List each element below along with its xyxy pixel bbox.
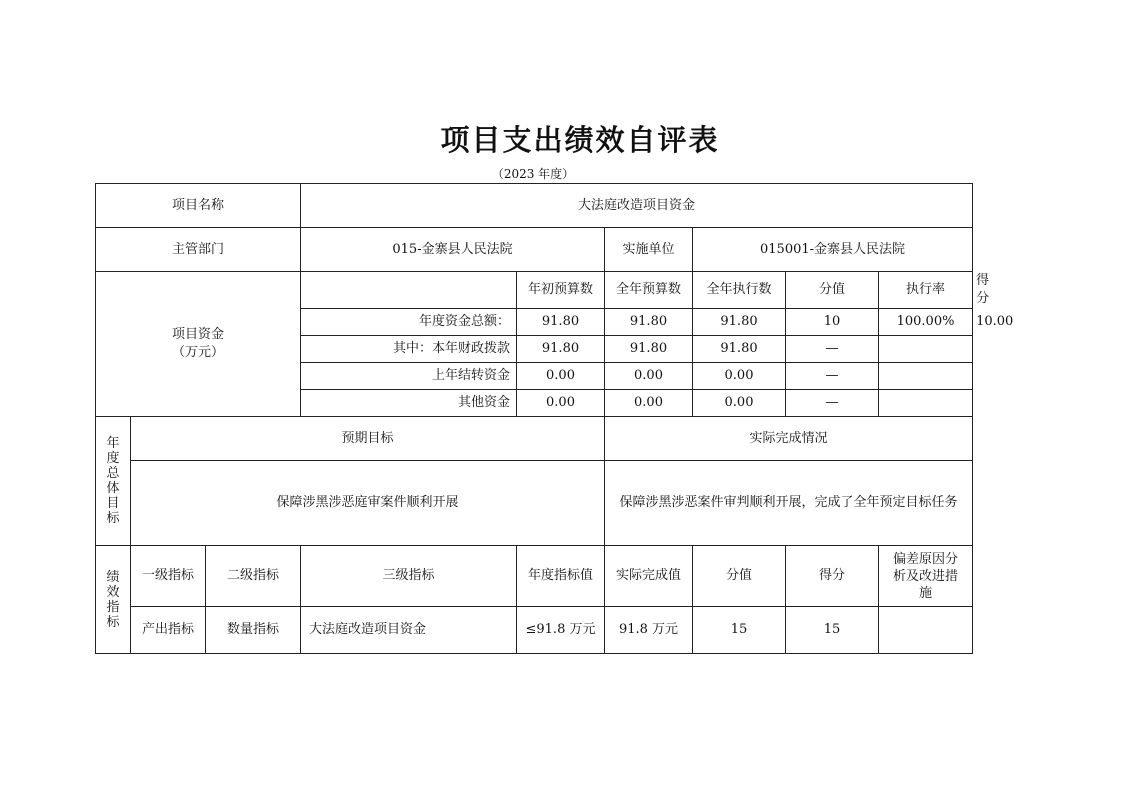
indicators-section-char: 效 xyxy=(106,584,120,600)
goals-section-label xyxy=(96,417,131,546)
performance-table xyxy=(95,183,1014,654)
goals-section-char: 度 xyxy=(106,451,120,466)
funds-row-initial: 91.80 xyxy=(517,336,605,363)
funds-row-label: 年度资金总额： xyxy=(301,309,517,336)
department-value: 015-金寨县人民法院 xyxy=(301,228,605,272)
funds-row: 年度资金总额： 91.80 91.80 91.80 10 100.00% 10.00 xyxy=(96,309,973,336)
department-row xyxy=(96,228,973,272)
funds-row-score-value: — xyxy=(786,336,879,363)
goals-section-char: 年 xyxy=(106,436,120,451)
expected-goal-text: 保障涉黑涉恶庭审案件顺利开展 xyxy=(131,461,605,546)
funds-row-label: 其中：本年财政拨款 xyxy=(301,336,517,363)
indicators-section-char: 绩 xyxy=(106,569,120,585)
funds-row-initial: 0.00 xyxy=(517,363,605,390)
project-name-label: 项目名称 xyxy=(96,184,301,228)
header-level3: 三级指标 xyxy=(301,546,517,607)
funds-row-rate xyxy=(879,336,973,363)
funds-label-line1: 项目资金 xyxy=(171,327,224,342)
header-level2: 二级指标 xyxy=(206,546,301,607)
goals-section-char: 标 xyxy=(106,511,120,526)
indicators-section-label xyxy=(96,546,131,654)
header-deviation xyxy=(879,546,973,607)
funds-row-rate xyxy=(879,390,973,417)
funds-label xyxy=(96,272,301,417)
funds-row-executed: 91.80 xyxy=(693,336,786,363)
header-deviation-line: 偏差原因分 xyxy=(893,551,959,567)
funds-header-row: 项目资金 （万元） 年初预算数 全年预算数 全年执行数 分值 执行率 得分 xyxy=(96,272,973,309)
funds-row-annual: 91.80 xyxy=(605,336,693,363)
indicator-actual: 91.8 万元 xyxy=(605,607,693,654)
funds-row-score-value: — xyxy=(786,363,879,390)
department-label: 主管部门 xyxy=(96,228,301,272)
implementing-unit-value: 015001-金寨县人民法院 xyxy=(693,228,973,272)
expected-goal-label: 预期目标 xyxy=(131,417,605,461)
funds-row-initial: 0.00 xyxy=(517,390,605,417)
funds-header-executed: 全年执行数 xyxy=(693,272,786,309)
funds-header-score-value: 分值 xyxy=(786,272,879,309)
implementing-unit-label: 实施单位 xyxy=(605,228,693,272)
header-deviation-line: 施 xyxy=(919,585,933,601)
funds-row-label: 上年结转资金 xyxy=(301,363,517,390)
funds-label-line2: （万元） xyxy=(171,345,224,360)
funds-row-label: 其他资金 xyxy=(301,390,517,417)
indicator-score-value: 15 xyxy=(693,607,786,654)
funds-row-executed: 0.00 xyxy=(693,363,786,390)
project-name-value: 大法庭改造项目资金 xyxy=(301,184,973,228)
goals-content-row xyxy=(96,461,973,546)
header-actual: 实际完成值 xyxy=(605,546,693,607)
project-name-row xyxy=(96,184,973,228)
header-score: 得分 xyxy=(786,546,879,607)
funds-row-initial: 91.80 xyxy=(517,309,605,336)
funds-row-score-value: — xyxy=(786,390,879,417)
header-target: 年度指标值 xyxy=(517,546,605,607)
indicator-level2: 数量指标 xyxy=(206,607,301,654)
indicator-level3: 大法庭改造项目资金 xyxy=(301,607,517,654)
indicator-deviation xyxy=(879,607,973,654)
indicators-section-char: 标 xyxy=(106,614,120,630)
goals-section-char: 目 xyxy=(106,496,120,511)
funds-header-rate: 执行率 xyxy=(879,272,973,309)
indicators-header-row xyxy=(96,546,973,607)
funds-row-rate xyxy=(879,363,973,390)
page-subtitle: （2023 年度） xyxy=(491,167,575,181)
indicator-row xyxy=(96,607,973,654)
indicators-section-char: 指 xyxy=(106,599,120,615)
funds-row-annual: 91.80 xyxy=(605,309,693,336)
header-level1: 一级指标 xyxy=(131,546,206,607)
header-score-value: 分值 xyxy=(693,546,786,607)
goals-header-row xyxy=(96,417,973,461)
indicator-score: 15 xyxy=(786,607,879,654)
funds-header-annual: 全年预算数 xyxy=(605,272,693,309)
funds-row-annual: 0.00 xyxy=(605,363,693,390)
goals-section-char: 总 xyxy=(106,466,120,481)
actual-completion-text: 保障涉黑涉恶案件审判顺利开展，完成了全年预定目标任务 xyxy=(605,461,973,546)
funds-row-annual: 0.00 xyxy=(605,390,693,417)
header-deviation-line: 析及改进措 xyxy=(893,568,959,584)
funds-row-executed: 91.80 xyxy=(693,309,786,336)
indicator-target: ≤91.8 万元 xyxy=(517,607,605,654)
page-title: 项目支出绩效自评表 xyxy=(440,123,720,157)
goals-section-char: 体 xyxy=(106,481,120,496)
funds-row-score-value: 10 xyxy=(786,309,879,336)
funds-row-rate: 100.00% xyxy=(879,309,973,336)
funds-header-initial: 年初预算数 xyxy=(517,272,605,309)
indicator-level1: 产出指标 xyxy=(131,607,206,654)
actual-completion-label: 实际完成情况 xyxy=(605,417,973,461)
funds-header-blank xyxy=(301,272,517,309)
funds-row-executed: 0.00 xyxy=(693,390,786,417)
